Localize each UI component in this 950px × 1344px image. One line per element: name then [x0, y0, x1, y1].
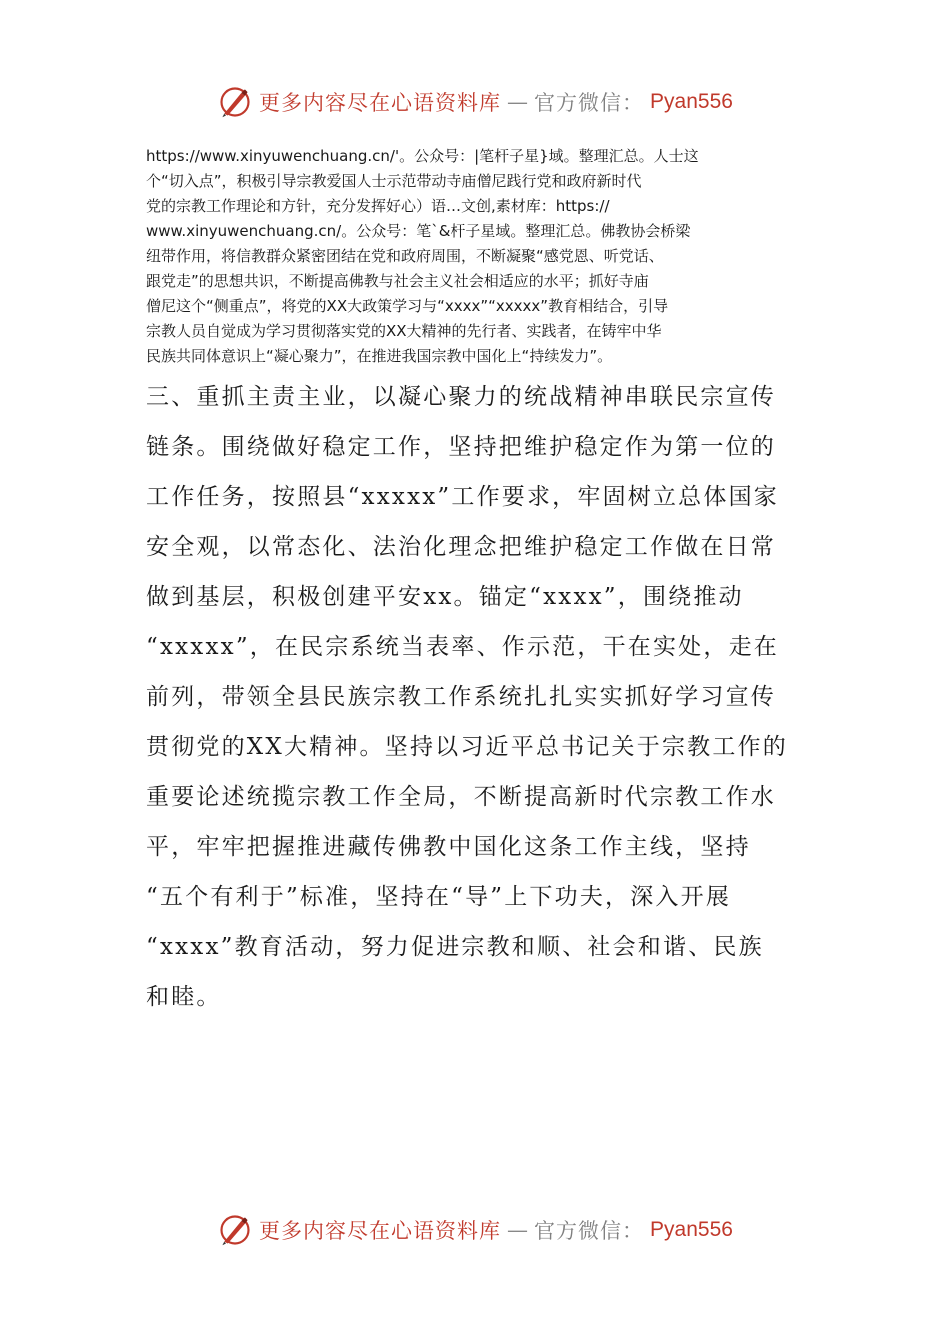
- banner-content: [217, 1212, 733, 1248]
- section-line: 平，牢牢把握推进藏传佛教中国化这条工作主线，坚持: [146, 834, 751, 860]
- section-line: 贯彻党的XX大精神。坚持以习近平总书记关于宗教工作的: [146, 734, 788, 760]
- section-line: 和睦。: [146, 984, 222, 1010]
- section-line: 前列，带领全县民族宗教工作系统扎扎实实抓好学习宣传: [146, 684, 776, 710]
- intro-line: 宗教人员自觉成为学习贯彻落实党的XX大精神的先行者、实践者，在铸牢中华: [146, 322, 662, 340]
- footer-watermark-banner: [0, 1208, 950, 1252]
- section-line: 重要论述统揽宗教工作全局，不断提高新时代宗教工作水: [146, 784, 776, 810]
- banner-wechat-account: Pyan556: [650, 1218, 733, 1241]
- banner-slogan: 更多内容尽在心语资料库: [259, 91, 502, 115]
- section-line: 安全观，以常态化、法治化理念把维护稳定工作做在日常: [146, 534, 776, 560]
- section-line: 链条。围绕做好稳定工作，坚持把维护稳定作为第一位的: [146, 434, 776, 460]
- section-line: “xxxx”教育活动，努力促进宗教和顺、社会和谐、民族: [146, 934, 764, 960]
- banner-wechat-label: 官方微信：: [534, 91, 645, 115]
- intro-line: 僧尼这个“侧重点”，将党的XX大政策学习与“xxxx”“xxxxx”教育相结合，引导: [146, 297, 669, 315]
- intro-line: 个“切入点”，积极引导宗教爱国人士示范带动寺庙僧尼践行党和政府新时代: [146, 172, 642, 190]
- intro-line: 党的宗教工作理论和方针，充分发挥好心）语…文创,素材库：https://: [146, 197, 610, 215]
- section-line: “xxxxx”，在民宗系统当表率、作示范，干在实处，走在: [146, 634, 779, 660]
- intro-line: 跟党走”的思想共识，不断提高佛教与社会主义社会相适应的水平；抓好寺庙: [146, 272, 649, 290]
- section-line: 工作任务，按照县“xxxxx”工作要求，牢固树立总体国家: [146, 484, 779, 510]
- banner-content: [217, 84, 733, 120]
- intro-line: www.xinyuwenchuang.cn/。公众号：笔`&杆子星域。整理汇总。佛教协会桥梁: [146, 222, 691, 240]
- banner-wechat-label: 官方微信：: [534, 1219, 645, 1243]
- intro-line: 民族共同体意识上“凝心聚力”，在推进我国宗教中国化上“持续发力”。: [146, 347, 613, 365]
- intro-paragraph: [146, 144, 806, 369]
- header-watermark-banner: [0, 80, 950, 124]
- intro-line: 纽带作用，将信教群众紧密团结在党和政府周围，不断凝聚“感党恩、听党话、: [146, 247, 664, 265]
- banner-wechat-account: Pyan556: [650, 90, 733, 113]
- banner-dash: —: [507, 90, 529, 114]
- section-heading-line: 三、重抓主责主业，以凝心聚力的统战精神串联民宗宣传: [146, 384, 776, 410]
- section-three-paragraph: [146, 372, 808, 1022]
- pen-logo-icon: [217, 1212, 253, 1248]
- banner-slogan: 更多内容尽在心语资料库: [259, 1219, 502, 1243]
- intro-line: https://www.xinyuwenchuang.cn/'。公众号：|笔杆子星}域。整理汇总。人士这: [146, 147, 699, 165]
- pen-logo-icon: [217, 84, 253, 120]
- banner-dash: —: [507, 1218, 529, 1242]
- section-line: “五个有利于”标准，坚持在“导”上下功夫，深入开展: [146, 884, 732, 910]
- section-line: 做到基层，积极创建平安xx。锚定“xxxx”，围绕推动: [146, 584, 744, 610]
